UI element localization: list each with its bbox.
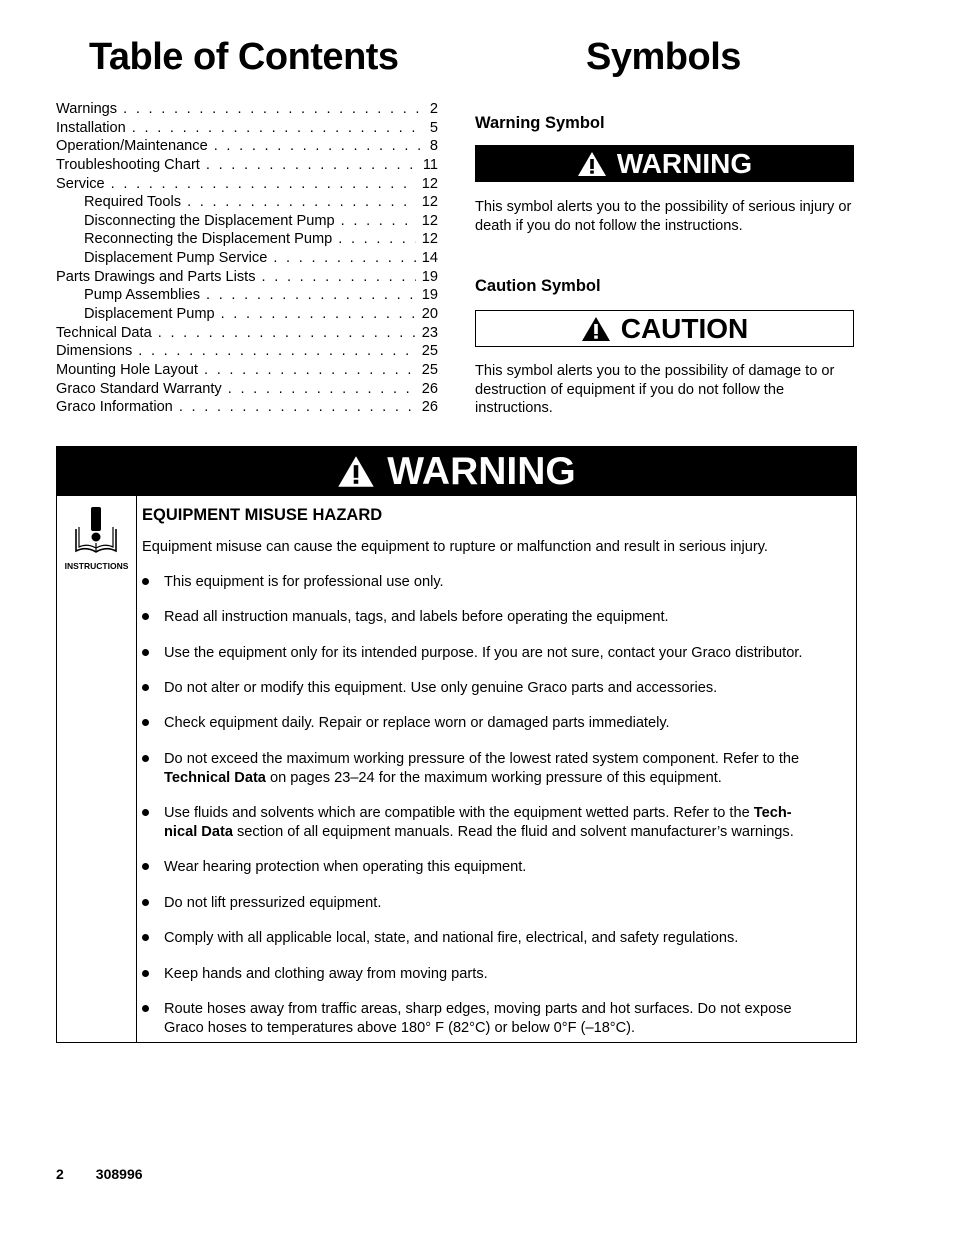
toc-entry[interactable] — [56, 286, 438, 305]
toc-entry-page: 20 — [421, 306, 438, 323]
toc-entry[interactable] — [56, 137, 438, 156]
toc-entry-label: Pump Assemblies — [84, 287, 200, 304]
toc-entry[interactable] — [56, 175, 438, 194]
toc-entry-label: Service — [56, 175, 105, 192]
toc-dot-leader — [138, 342, 416, 361]
warning-triangle-icon — [577, 151, 607, 177]
bullet-dot-icon — [142, 750, 164, 787]
bullet-line: Do not lift pressurized equipment. — [164, 895, 382, 911]
caution-symbol-box — [475, 310, 854, 347]
hazard-bullet — [142, 804, 794, 841]
toc-dot-leader — [187, 193, 416, 212]
symbols-title: Symbols — [586, 36, 741, 78]
bullet-dot-icon — [142, 679, 164, 698]
toc-entry[interactable] — [56, 268, 438, 287]
toc-dot-leader — [338, 230, 416, 249]
hazard-bullet-text — [164, 894, 381, 913]
toc-dot-leader — [273, 249, 415, 268]
bullet-dot-icon — [142, 858, 164, 877]
toc-entry-label: Reconnecting the Displacement Pump — [84, 231, 333, 248]
toc-dot-leader — [132, 119, 424, 138]
hazard-bullet — [142, 750, 799, 787]
bullet-line: Check equipment daily. Repair or replace worn or damaged parts immediately. — [164, 715, 670, 731]
page-footer — [56, 1166, 143, 1182]
instructions-manual-icon — [73, 507, 119, 555]
toc-entry-label: Dimensions — [56, 343, 133, 360]
bullet-line: This equipment is for professional use only. — [164, 574, 444, 590]
bullet-line: Route hoses away from traffic areas, sharp edges, moving parts and hot surfaces. Do not expose — [164, 1001, 792, 1017]
toc-title: Table of Contents — [89, 36, 399, 78]
instructions-icon-label: INSTRUCTIONS — [64, 561, 129, 571]
toc-dot-leader — [341, 212, 416, 231]
bullet-line: Do not alter or modify this equipment. Use only genuine Graco parts and accessories. — [164, 680, 718, 696]
bullet-line: Wear hearing protection when operating this equipment. — [164, 859, 527, 875]
bullet-line: Keep hands and clothing away from moving parts. — [164, 966, 488, 982]
hazard-bullet-text — [164, 573, 444, 592]
hazard-bullet-text — [164, 965, 488, 984]
hazard-body — [142, 496, 850, 1042]
hazard-bullet — [142, 894, 381, 913]
toc-dot-leader — [123, 100, 424, 119]
warning-triangle-icon — [337, 455, 375, 488]
toc-entry[interactable] — [56, 230, 438, 249]
toc-entry-page: 12 — [421, 231, 438, 248]
toc-dot-leader — [214, 137, 424, 156]
toc-entry[interactable] — [56, 212, 438, 231]
toc-entry[interactable] — [56, 305, 438, 324]
warning-symbol-box — [475, 145, 854, 182]
hazard-bullet — [142, 573, 444, 592]
hazard-bullet-text — [164, 679, 717, 698]
toc-entry-label: Disconnecting the Displacement Pump — [84, 212, 335, 229]
toc-entry-page: 5 — [429, 119, 438, 136]
warning-symbol-subtitle: Warning Symbol — [475, 114, 605, 132]
toc-entry-page: 2 — [429, 101, 438, 117]
toc-entry[interactable] — [56, 342, 438, 361]
hazard-bullet-text — [164, 714, 670, 733]
hazard-bullet — [142, 1000, 792, 1037]
toc-entry-page: 25 — [421, 343, 438, 360]
toc-entry[interactable] — [56, 156, 438, 175]
toc-entry[interactable] — [56, 324, 438, 343]
toc-entry-label: Displacement Pump — [84, 306, 215, 323]
toc-entry[interactable] — [56, 361, 438, 380]
toc-dot-leader — [206, 286, 416, 305]
bullet-dot-icon — [142, 929, 164, 948]
warning-panel-header — [57, 447, 856, 496]
caution-symbol-label: CAUTION — [620, 312, 749, 344]
toc-entry[interactable] — [56, 119, 438, 138]
toc-entry-page: 19 — [421, 268, 438, 285]
document-number: 308996 — [95, 1166, 143, 1182]
bullet-line: Read all instruction manuals, tags, and labels before operating the equipment. — [164, 609, 669, 625]
bullet-dot-icon — [142, 1000, 164, 1037]
toc-entry-page: 19 — [421, 287, 438, 304]
toc-dot-leader — [111, 175, 416, 194]
hazard-icon-column — [57, 496, 137, 1042]
bullet-dot-icon — [142, 644, 164, 663]
hazard-bullet-text — [164, 804, 794, 841]
toc-entry-label: Graco Information — [56, 399, 173, 416]
warning-panel — [56, 446, 857, 1043]
hazard-bullet-text — [164, 608, 669, 627]
bullet-dot-icon — [142, 804, 164, 841]
bullet-dot-icon — [142, 573, 164, 592]
hazard-bullet-text — [164, 929, 738, 948]
toc-entry[interactable] — [56, 380, 438, 399]
toc-dot-leader — [204, 361, 416, 380]
bullet-line: section of all equipment manuals. Read the fluid and solvent manufacturer’s warnings. — [232, 823, 794, 840]
warning-symbol-text: This symbol alerts you to the possibility of serious injury or death if you do not follow the instructions. — [475, 199, 852, 234]
toc-dot-leader — [262, 268, 416, 287]
hazard-bullet — [142, 608, 669, 627]
toc-entry-page: 8 — [429, 138, 438, 155]
toc-entry-label: Technical Data — [56, 324, 152, 341]
toc-entry-page: 23 — [421, 324, 438, 341]
bullet-line: Comply with all applicable local, state, and national fire, electrical, and safety regulations. — [164, 930, 739, 946]
bullet-line: Do not exceed the maximum working pressure of the lowest rated system component. Refer to the — [164, 751, 800, 767]
bullet-dot-icon — [142, 608, 164, 627]
hazard-bullet — [142, 929, 738, 948]
hazard-bullet — [142, 679, 717, 698]
bullet-line: Graco hoses to temperatures above 180° F (82°C) or below 0°F (–18°C). — [164, 1019, 636, 1036]
hazard-bullet-text — [164, 1000, 792, 1037]
toc-entry-page: 14 — [421, 250, 438, 267]
toc-entry-page: 25 — [421, 361, 438, 378]
page-number: 2 — [56, 1166, 64, 1182]
bullet-dot-icon — [142, 965, 164, 984]
toc-entry-label: Mounting Hole Layout — [56, 361, 198, 378]
hazard-bullet — [142, 644, 802, 663]
bullet-bold-text: nical Data — [164, 823, 233, 840]
toc-dot-leader — [158, 324, 416, 343]
table-of-contents — [56, 100, 438, 417]
toc-dot-leader — [221, 305, 416, 324]
toc-entry-label: Operation/Maintenance — [56, 138, 208, 155]
toc-entry-page: 11 — [422, 156, 438, 173]
toc-entry-label: Warnings — [56, 101, 118, 117]
toc-entry-label: Parts Drawings and Parts Lists — [56, 268, 256, 285]
toc-entry[interactable] — [56, 249, 438, 268]
toc-entry[interactable] — [56, 100, 438, 119]
warning-symbol-label: WARNING — [616, 147, 753, 179]
hazard-bullet — [142, 714, 670, 733]
hazard-bullet — [142, 965, 488, 984]
toc-entry-page: 12 — [421, 194, 438, 211]
hazard-intro: Equipment misuse can cause the equipment to rupture or malfunction and result in serious injury. — [142, 539, 768, 555]
bullet-dot-icon — [142, 714, 164, 733]
toc-entry-label: Installation — [56, 119, 126, 136]
toc-entry-label: Troubleshooting Chart — [56, 156, 200, 173]
warning-panel-title: WARNING — [387, 449, 576, 493]
hazard-bullet-text — [164, 858, 526, 877]
toc-entry[interactable] — [56, 398, 438, 417]
bullet-dot-icon — [142, 894, 164, 913]
caution-symbol-text: This symbol alerts you to the possibility of damage to or destruction of equipment if you do not follow the instructions. — [475, 363, 835, 417]
toc-dot-leader — [228, 380, 416, 399]
toc-entry-page: 26 — [421, 399, 438, 416]
bullet-bold-text: Tech- — [753, 805, 792, 821]
toc-dot-leader — [179, 398, 416, 417]
bullet-bold-text: Technical Data — [164, 769, 266, 786]
hazard-bullet-text — [164, 750, 799, 787]
toc-entry-page: 26 — [421, 380, 438, 397]
toc-entry-label: Graco Standard Warranty — [56, 380, 222, 397]
caution-triangle-icon — [581, 316, 611, 342]
toc-entry-label: Required Tools — [84, 194, 182, 211]
toc-dot-leader — [206, 156, 417, 175]
caution-symbol-subtitle: Caution Symbol — [475, 277, 601, 295]
toc-entry[interactable] — [56, 193, 438, 212]
hazard-bullet-text — [164, 644, 802, 663]
hazard-title: EQUIPMENT MISUSE HAZARD — [142, 506, 383, 524]
toc-entry-label: Displacement Pump Service — [84, 250, 268, 267]
bullet-line: Use fluids and solvents which are compatible with the equipment wetted parts. Refer to the — [164, 805, 754, 821]
bullet-line: on pages 23–24 for the maximum working pressure of this equipment. — [265, 769, 722, 786]
toc-entry-page: 12 — [421, 175, 438, 192]
toc-entry-page: 12 — [421, 212, 438, 229]
bullet-line: Use the equipment only for its intended purpose. If you are not sure, contact your Graco distributor. — [164, 645, 803, 661]
hazard-bullet — [142, 858, 526, 877]
